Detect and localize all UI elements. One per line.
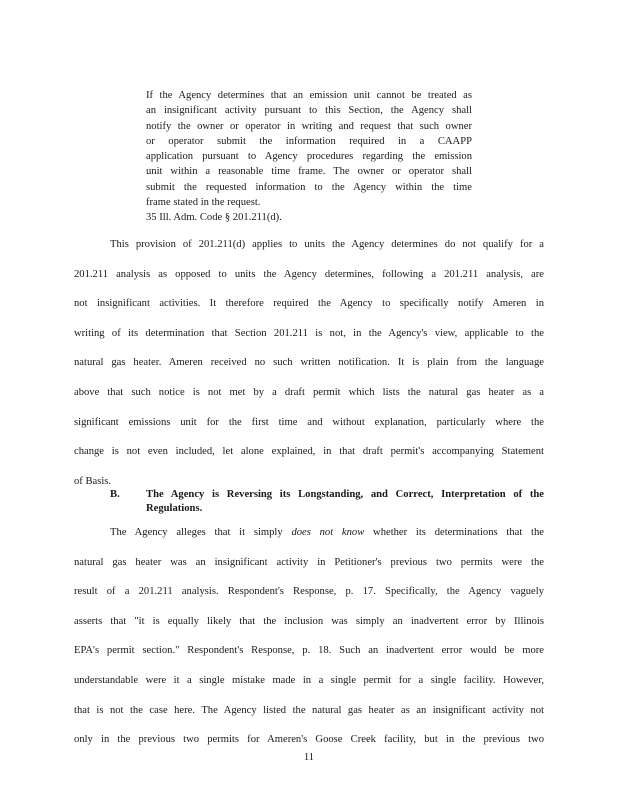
quote-line: frame stated in the request.: [146, 197, 261, 209]
paragraph-line: result of a 201.211 analysis. Respondent's Response, p. 17. Specifically, the Agency vaguely: [74, 586, 544, 598]
section-title-line: The Agency is Reversing its Longstanding, and Correct, Interpretation of the: [146, 489, 544, 500]
paragraph-1: [74, 230, 544, 496]
paragraph-line: asserts that "it is equally likely that the inclusion was simply an inadvertent error by Illinois: [74, 615, 544, 627]
quote-line: If the Agency determines that an emission unit cannot be treated as: [146, 90, 472, 101]
section-title-line: Regulations.: [146, 503, 203, 514]
block-quote: [146, 88, 472, 210]
quote-line: an insignificant activity pursuant to this Section, the Agency shall: [146, 105, 472, 117]
paragraph-line: significant emissions unit for the first time and without explanation, particularly where the: [74, 416, 544, 428]
paragraph-2: [74, 518, 544, 755]
paragraph-line: natural gas heater was an insignificant activity in Petitioner's previous two permits were the: [74, 556, 544, 568]
paragraph-line: that is not the case here. The Agency listed the natural gas heater as an insignificant activity not: [74, 704, 544, 716]
paragraph-line: The Agency alleges that it simply does not know whether its determinations that the: [110, 527, 545, 538]
section-letter: B.: [110, 489, 120, 500]
quote-line: application pursuant to Agency procedures regarding the emission: [146, 151, 472, 163]
paragraph-line: natural gas heater. Ameren received no such written notification. It is plain from the language: [74, 357, 544, 369]
paragraph-line: only in the previous two permits for Ameren's Goose Creek facility, but in the previous two: [74, 734, 544, 746]
quote-line: or operator submit the information required in a CAAPP: [146, 135, 472, 147]
section-title: [146, 488, 544, 516]
paragraph-line: of Basis.: [74, 475, 112, 487]
paragraph-line: This provision of 201.211(d) applies to units the Agency determines do not qualify for a: [110, 239, 544, 250]
paragraph-line: understandable were it a single mistake made in a single permit for a single facility. However,: [74, 674, 544, 686]
quote-citation: 35 Ill. Adm. Code § 201.211(d).: [146, 212, 282, 223]
paragraph-line: EPA's permit section." Respondent's Response, p. 18. Such an inadvertent error would be more: [74, 645, 544, 657]
quote-line: unit within a reasonable time frame. The owner or operator shall: [146, 166, 472, 178]
emphasis-text: does not know: [291, 527, 365, 538]
paragraph-line: not insignificant activities. It therefore required the Agency to specifically notify Ameren in: [74, 298, 544, 310]
quote-line: submit the requested information to the Agency within the time: [146, 181, 472, 193]
quote-line: notify the owner or operator in writing and request that such owner: [146, 120, 472, 132]
paragraph-line: above that such notice is not met by a draft permit which lists the natural gas heater as a: [74, 386, 544, 398]
paragraph-line: 201.211 analysis as opposed to units the Agency determines, following a 201.211 analysis, are: [74, 268, 544, 280]
paragraph-line: change is not even included, let alone explained, in that draft permit's accompanying Statement: [74, 446, 544, 458]
page-number: 11: [303, 752, 315, 763]
paragraph-line: writing of its determination that Section 201.211 is not, in the Agency's view, applicable to the: [74, 327, 544, 339]
